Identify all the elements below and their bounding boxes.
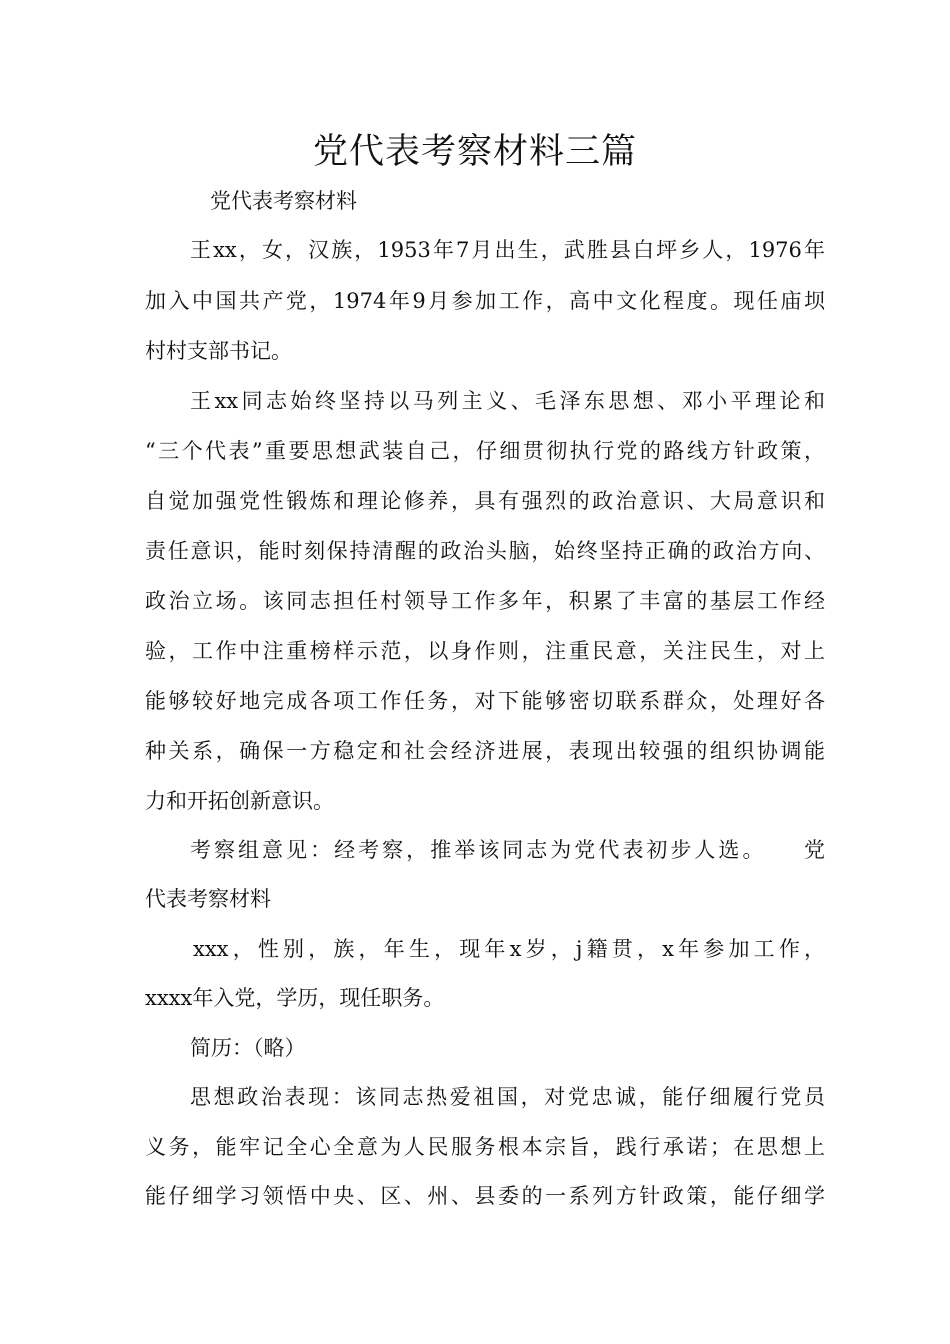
paragraph-line: 加入中国共产党，1974年9月参加工作，高中文化程度。现任庙坝	[145, 289, 825, 313]
paragraph-line: xxxx年入党，学历，现任职务。	[145, 986, 445, 1010]
document-title: 党代表考察材料三篇	[312, 132, 637, 172]
paragraph-line: “三个代表”重要思想武装自己，仔细贯彻执行党的路线方针政策，	[145, 439, 825, 463]
paragraph-line: 思想政治表现：该同志热爱祖国，对党忠诚，能仔细履行党员	[190, 1085, 825, 1109]
paragraph-line: 王xx同志始终坚持以马列主义、毛泽东思想、邓小平理论和	[190, 389, 825, 413]
paragraph-line: 自觉加强党性锻炼和理论修养，具有强烈的政治意识、大局意识和	[145, 489, 825, 513]
paragraph-line: 义务，能牢记全心全意为人民服务根本宗旨，践行承诺；在思想上	[145, 1135, 825, 1159]
paragraph-line: 简历：（略）	[190, 1036, 306, 1060]
paragraph-line: 考察组意见：经考察，推举该同志为党代表初步人选。 党	[190, 838, 825, 862]
paragraph-line: 王xx，女，汉族，1953年7月出生，武胜县白坪乡人，1976年	[190, 238, 825, 262]
paragraph-line: xxx，性别，族，年生，现年x岁，j籍贯，x年参加工作，	[193, 937, 825, 961]
subheading-1: 党代表考察材料	[210, 189, 357, 213]
paragraph-line: 村村支部书记。	[145, 339, 292, 363]
subheading-2: 代表考察材料	[145, 887, 271, 911]
paragraph-line: 政治立场。该同志担任村领导工作多年，积累了丰富的基层工作经	[145, 589, 825, 613]
paragraph-line: 验，工作中注重榜样示范，以身作则，注重民意，关注民生，对上	[145, 639, 825, 663]
paragraph-line: 能够较好地完成各项工作任务，对下能够密切联系群众，处理好各	[145, 689, 825, 713]
paragraph-line: 能仔细学习领悟中央、区、州、县委的一系列方针政策，能仔细学	[145, 1184, 825, 1208]
paragraph-line: 种关系，确保一方稳定和社会经济进展，表现出较强的组织协调能	[145, 739, 825, 763]
paragraph-line: 责任意识，能时刻保持清醒的政治头脑，始终坚持正确的政治方向、	[145, 539, 825, 563]
paragraph-line: 力和开拓创新意识。	[145, 789, 334, 813]
